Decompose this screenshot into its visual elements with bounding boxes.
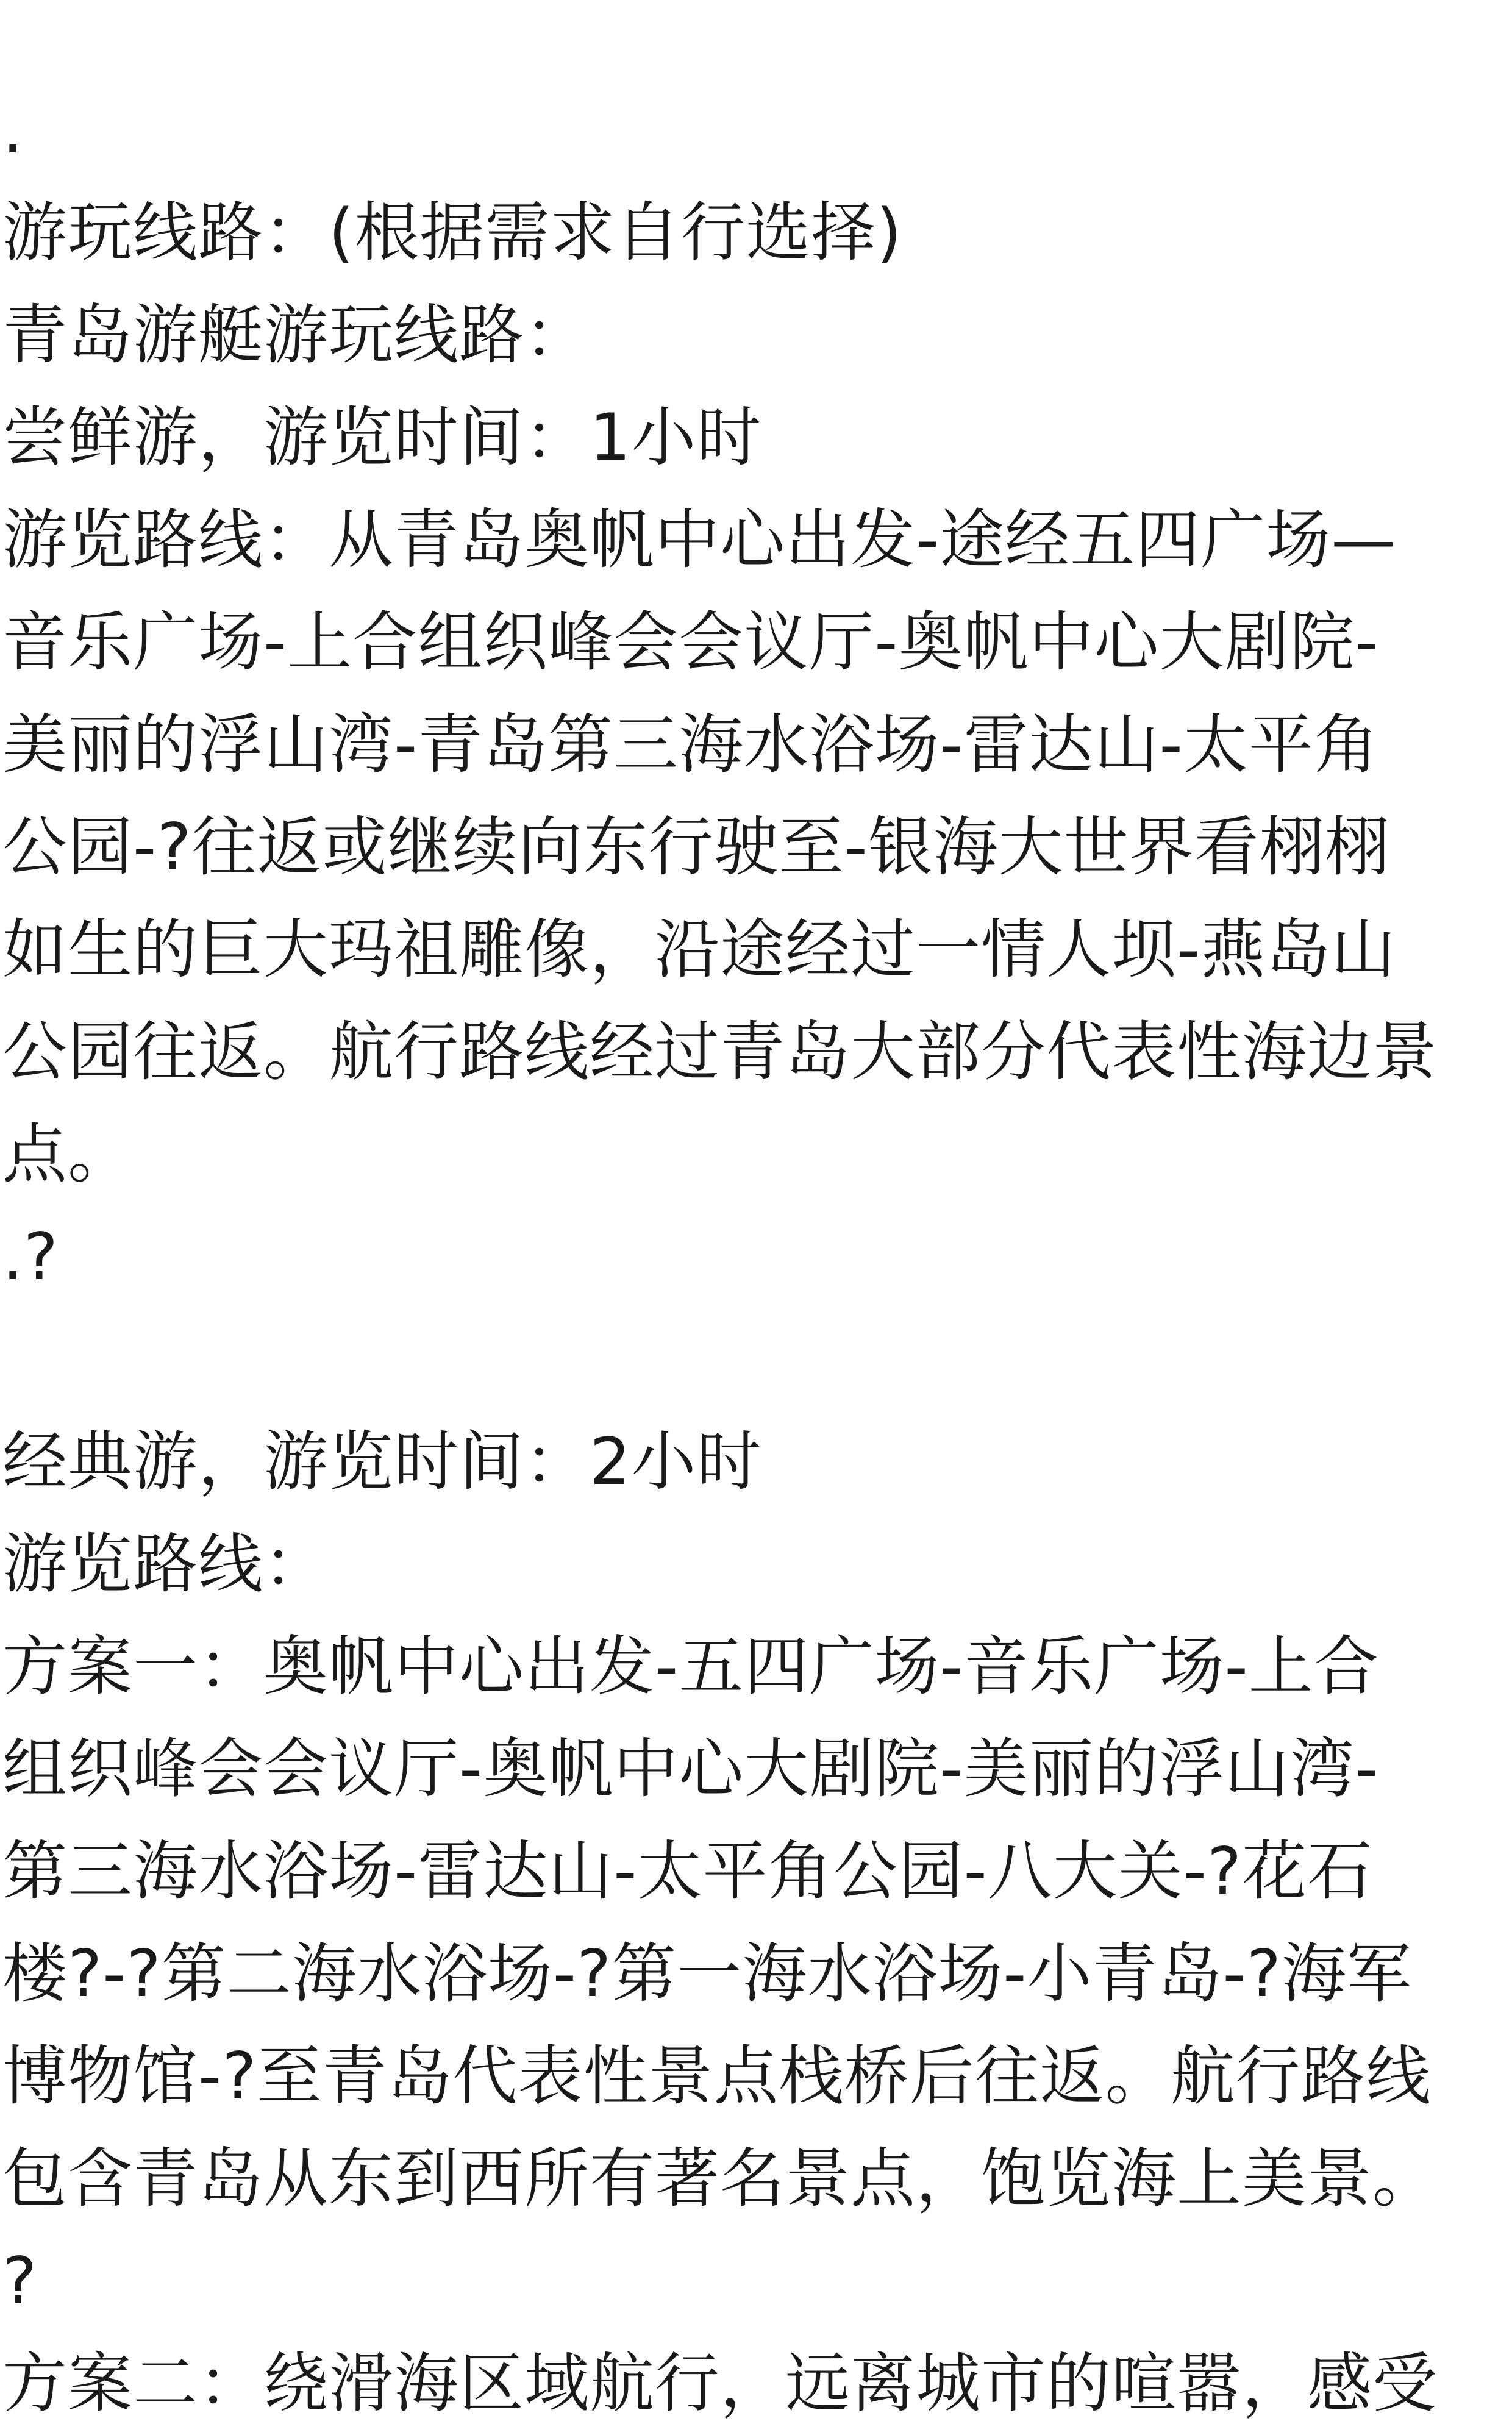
text-line-question: ? <box>2 2244 38 2319</box>
plan-one-line: 方案一：奥帆中心出发-五四广场-音乐广场-上合 <box>2 1629 1379 1704</box>
plan-one-line: 包含青岛从东到西所有著名景点，饱览海上美景。 <box>2 2141 1438 2216</box>
route-paragraph-line: 音乐广场-上合组织峰会会议厅-奥帆中心大剧院- <box>2 605 1379 680</box>
tour-title-classic: 经典游，游览时间：2小时 <box>2 1424 762 1499</box>
route-paragraph-line: 点。 <box>2 1117 133 1192</box>
tour-title-taster: 尝鲜游，游览时间：1小时 <box>2 400 762 475</box>
route-paragraph-line: 如生的巨大玛祖雕像，沿途经过一情人坝-燕岛山 <box>2 912 1397 987</box>
route-paragraph-line: 公园往返。航行路线经过青岛大部分代表性海边景 <box>2 1014 1438 1089</box>
plan-two-line: 方案二：绕滑海区域航行，远离城市的喧嚣，感受 <box>2 2346 1438 2421</box>
route-label: 游览路线： <box>2 1527 329 1602</box>
text-line-1: . <box>2 93 24 168</box>
section-heading: 游玩线路：(根据需求自行选择) <box>2 195 902 270</box>
plan-one-line: 组织峰会会议厅-奥帆中心大剧院-美丽的浮山湾- <box>2 1731 1379 1806</box>
plan-one-line: 博物馆-?至青岛代表性景点栈桥后往返。航行路线 <box>2 2039 1432 2114</box>
plan-one-line: 第三海水浴场-雷达山-太平角公园-八大关-?花石 <box>2 1834 1373 1909</box>
route-paragraph-line: 公园-?往返或继续向东行驶至-银海大世界看栩栩 <box>2 810 1390 885</box>
plan-one-line: 楼?-?第二海水浴场-?第一海水浴场-小青岛-?海军 <box>2 1936 1413 2011</box>
route-paragraph-line: 美丽的浮山湾-青岛第三海水浴场-雷达山-太平角 <box>2 707 1379 782</box>
text-line-separator: .? <box>2 1219 59 1294</box>
route-paragraph-line: 游览路线：从青岛奥帆中心出发-途经五四广场— <box>2 502 1397 577</box>
blank-line <box>2 1308 1512 1411</box>
subsection-heading: 青岛游艇游玩线路： <box>2 298 590 373</box>
